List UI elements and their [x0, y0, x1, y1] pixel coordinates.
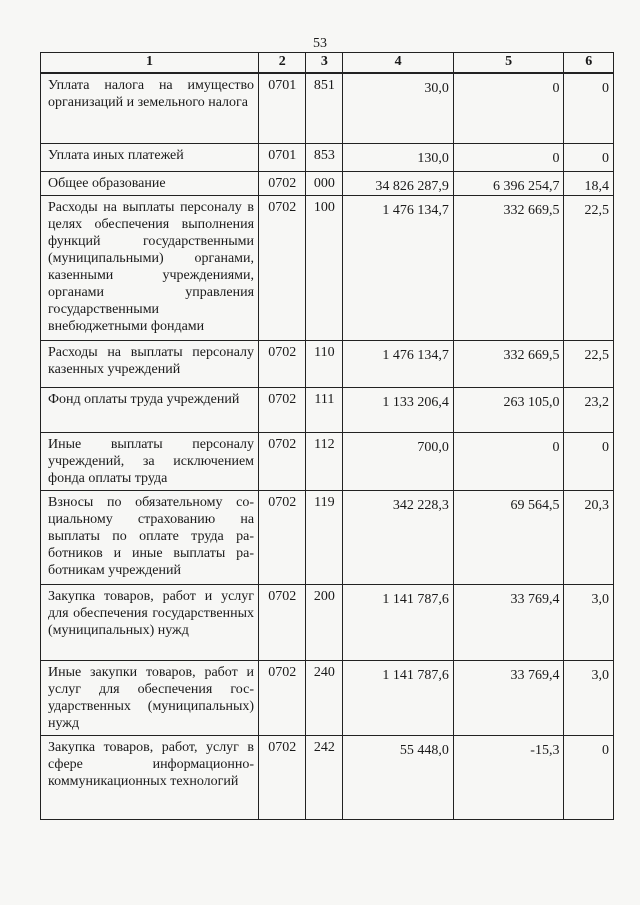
section-code: 0702	[259, 340, 306, 387]
actual-amount: 33 769,4	[453, 660, 564, 735]
expense-type-code: 000	[306, 171, 343, 195]
table-row	[41, 735, 614, 819]
planned-amount: 30,0	[343, 73, 454, 143]
expense-name: Закупка товаров, работ и услуг для обеспечения государственных (муниципальных) нужд	[41, 584, 259, 660]
column-header-6: 6	[564, 53, 614, 74]
actual-amount: 33 769,4	[453, 584, 564, 660]
section-code: 0701	[259, 143, 306, 171]
planned-amount: 34 826 287,9	[343, 171, 454, 195]
column-header-5: 5	[453, 53, 564, 74]
section-code: 0701	[259, 73, 306, 143]
planned-amount: 1 476 134,7	[343, 340, 454, 387]
table-header	[41, 53, 614, 74]
expense-name: Общее образование	[41, 171, 259, 195]
planned-amount: 130,0	[343, 143, 454, 171]
expense-name: Фонд оплаты труда учреждений	[41, 387, 259, 432]
execution-percent: 23,2	[564, 387, 614, 432]
execution-percent: 0	[564, 432, 614, 490]
expense-type-code: 240	[306, 660, 343, 735]
table-row	[41, 584, 614, 660]
planned-amount: 342 228,3	[343, 490, 454, 584]
expense-name: Иные выплаты персоналу учреждений, за исключением фонда оплаты труда	[41, 432, 259, 490]
expense-name: Взносы по обязательному социальному страхованию на выплаты по оплате труда работников и иные выплаты работникам учреждений	[41, 490, 259, 584]
expense-type-code: 242	[306, 735, 343, 819]
planned-amount: 1 133 206,4	[343, 387, 454, 432]
expense-name: Расходы на выплаты персоналу в целях обеспечения выполнения функций государственными (муниципальными) органами, казенными учреждениями, органами управления государственными внебюджетными фондами	[41, 195, 259, 340]
actual-amount: 6 396 254,7	[453, 171, 564, 195]
planned-amount: 1 141 787,6	[343, 660, 454, 735]
expense-type-code: 111	[306, 387, 343, 432]
expense-type-code: 110	[306, 340, 343, 387]
execution-percent: 22,5	[564, 340, 614, 387]
section-code: 0702	[259, 387, 306, 432]
actual-amount: 263 105,0	[453, 387, 564, 432]
table-body	[41, 73, 614, 819]
section-code: 0702	[259, 735, 306, 819]
header-row	[41, 53, 614, 74]
execution-percent: 0	[564, 73, 614, 143]
table-row	[41, 143, 614, 171]
table-row	[41, 340, 614, 387]
actual-amount: -15,3	[453, 735, 564, 819]
actual-amount: 69 564,5	[453, 490, 564, 584]
execution-percent: 22,5	[564, 195, 614, 340]
section-code: 0702	[259, 171, 306, 195]
expense-name: Расходы на выплаты персоналу казенных учреждений	[41, 340, 259, 387]
actual-amount: 0	[453, 73, 564, 143]
table-row	[41, 73, 614, 143]
execution-percent: 20,3	[564, 490, 614, 584]
actual-amount: 332 669,5	[453, 195, 564, 340]
planned-amount: 1 141 787,6	[343, 584, 454, 660]
planned-amount: 700,0	[343, 432, 454, 490]
execution-percent: 3,0	[564, 660, 614, 735]
column-header-3: 3	[306, 53, 343, 74]
table-row	[41, 490, 614, 584]
expense-name: Уплата налога на имущество организаций и земельного налога	[41, 73, 259, 143]
expense-name: Иные закупки товаров, работ и услуг для обеспечения государственных (муниципальных) нужд	[41, 660, 259, 735]
table-row	[41, 660, 614, 735]
column-header-4: 4	[343, 53, 454, 74]
table-row	[41, 387, 614, 432]
column-header-1: 1	[41, 53, 259, 74]
actual-amount: 0	[453, 143, 564, 171]
expense-type-code: 851	[306, 73, 343, 143]
expense-type-code: 100	[306, 195, 343, 340]
expense-name: Закупка товаров, работ, услуг в сфере информационно-коммуникационных технологий	[41, 735, 259, 819]
page-number: 53	[313, 36, 327, 51]
actual-amount: 0	[453, 432, 564, 490]
planned-amount: 1 476 134,7	[343, 195, 454, 340]
expense-type-code: 853	[306, 143, 343, 171]
planned-amount: 55 448,0	[343, 735, 454, 819]
table-row	[41, 195, 614, 340]
expense-type-code: 119	[306, 490, 343, 584]
execution-percent: 0	[564, 143, 614, 171]
execution-percent: 18,4	[564, 171, 614, 195]
actual-amount: 332 669,5	[453, 340, 564, 387]
execution-percent: 0	[564, 735, 614, 819]
column-header-2: 2	[259, 53, 306, 74]
budget-table	[40, 52, 614, 820]
table-row	[41, 171, 614, 195]
expense-name: Уплата иных платежей	[41, 143, 259, 171]
execution-percent: 3,0	[564, 584, 614, 660]
section-code: 0702	[259, 195, 306, 340]
expense-type-code: 200	[306, 584, 343, 660]
expense-type-code: 112	[306, 432, 343, 490]
section-code: 0702	[259, 432, 306, 490]
section-code: 0702	[259, 490, 306, 584]
section-code: 0702	[259, 584, 306, 660]
section-code: 0702	[259, 660, 306, 735]
table-row	[41, 432, 614, 490]
